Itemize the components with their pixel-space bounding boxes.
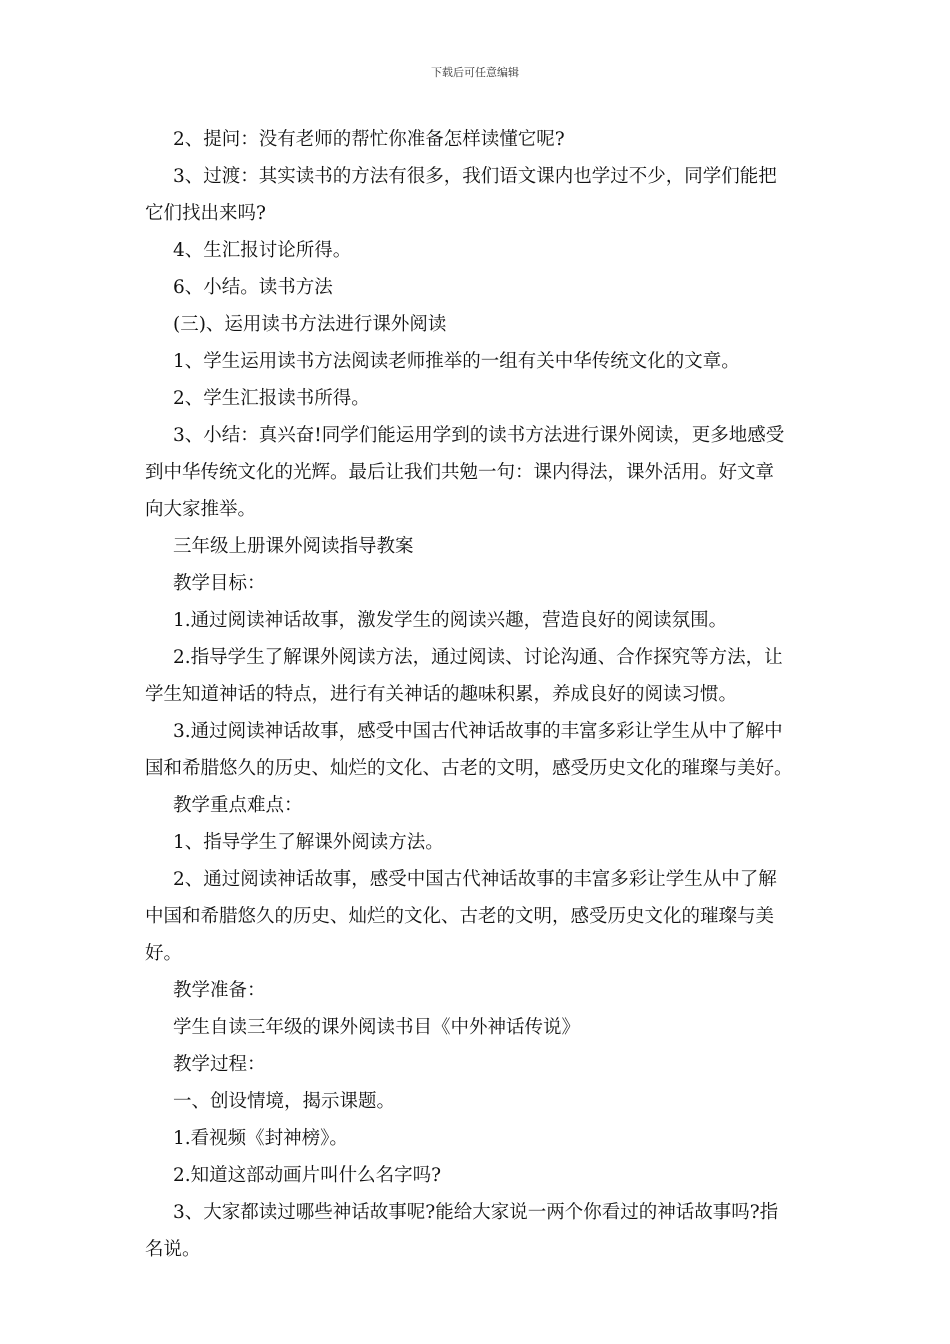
paragraph-line: 一、创设情境，揭示课题。 — [173, 1091, 396, 1112]
page-header: 下载后可任意编辑 — [431, 66, 519, 79]
paragraph-line: 向大家推举。 — [145, 499, 257, 520]
paragraph-line: 教学过程： — [173, 1054, 266, 1075]
paragraph-line: 2.知道这部动画片叫什么名字吗? — [173, 1165, 442, 1186]
paragraph-line: 国和希腊悠久的历史、灿烂的文化、古老的文明，感受历史文化的璀璨与美好。 — [145, 758, 793, 779]
paragraph-line: 3、大家都读过哪些神话故事呢?能给大家说一两个你看过的神话故事吗?指 — [173, 1202, 779, 1223]
paragraph-line: 学生知道神话的特点，进行有关神话的趣味积累，养成良好的阅读习惯。 — [145, 684, 738, 705]
paragraph-line: 3.通过阅读神话故事，感受中国古代神话故事的丰富多彩让学生从中了解中 — [173, 721, 783, 742]
paragraph-line: 教学准备： — [173, 980, 266, 1001]
paragraph-line: 名说。 — [145, 1239, 201, 1260]
paragraph-line: 1.通过阅读神话故事，激发学生的阅读兴趣，营造良好的阅读氛围。 — [173, 610, 728, 631]
paragraph-line: 好。 — [145, 943, 183, 964]
paragraph-line: 中国和希腊悠久的历史、灿烂的文化、古老的文明，感受历史文化的璀璨与美 — [145, 906, 775, 927]
paragraph-line: 1.看视频《封神榜》。 — [173, 1128, 348, 1149]
paragraph-line: 1、指导学生了解课外阅读方法。 — [173, 832, 444, 853]
paragraph-line: 2、通过阅读神话故事，感受中国古代神话故事的丰富多彩让学生从中了解 — [173, 869, 777, 890]
paragraph-line: 2.指导学生了解课外阅读方法，通过阅读、讨论沟通、合作探究等方法，让 — [173, 647, 783, 668]
paragraph-line: 3、过渡：其实读书的方法有很多，我们语文课内也学过不少，同学们能把 — [173, 166, 777, 187]
paragraph-line: 教学目标： — [173, 573, 266, 594]
paragraph-line: 它们找出来吗? — [145, 203, 266, 224]
paragraph-line: (三)、运用读书方法进行课外阅读 — [173, 314, 447, 335]
paragraph-line: 2、学生汇报读书所得。 — [173, 388, 370, 409]
paragraph-line: 4、生汇报讨论所得。 — [173, 240, 352, 261]
paragraph-line: 学生自读三年级的课外阅读书目《中外神话传说》 — [173, 1017, 581, 1038]
paragraph-line: 2、提问：没有老师的帮忙你准备怎样读懂它呢? — [173, 129, 565, 150]
paragraph-line: 教学重点难点： — [173, 795, 303, 816]
paragraph-line: 到中华传统文化的光辉。最后让我们共勉一句：课内得法，课外活用。好文章 — [145, 462, 775, 483]
paragraph-line: 三年级上册课外阅读指导教案 — [173, 536, 414, 557]
paragraph-line: 3、小结：真兴奋!同学们能运用学到的读书方法进行课外阅读，更多地感受 — [173, 425, 785, 446]
paragraph-line: 1、学生运用读书方法阅读老师推举的一组有关中华传统文化的文章。 — [173, 351, 740, 372]
document-body — [145, 121, 815, 1268]
paragraph-line: 6、小结。读书方法 — [173, 277, 333, 298]
